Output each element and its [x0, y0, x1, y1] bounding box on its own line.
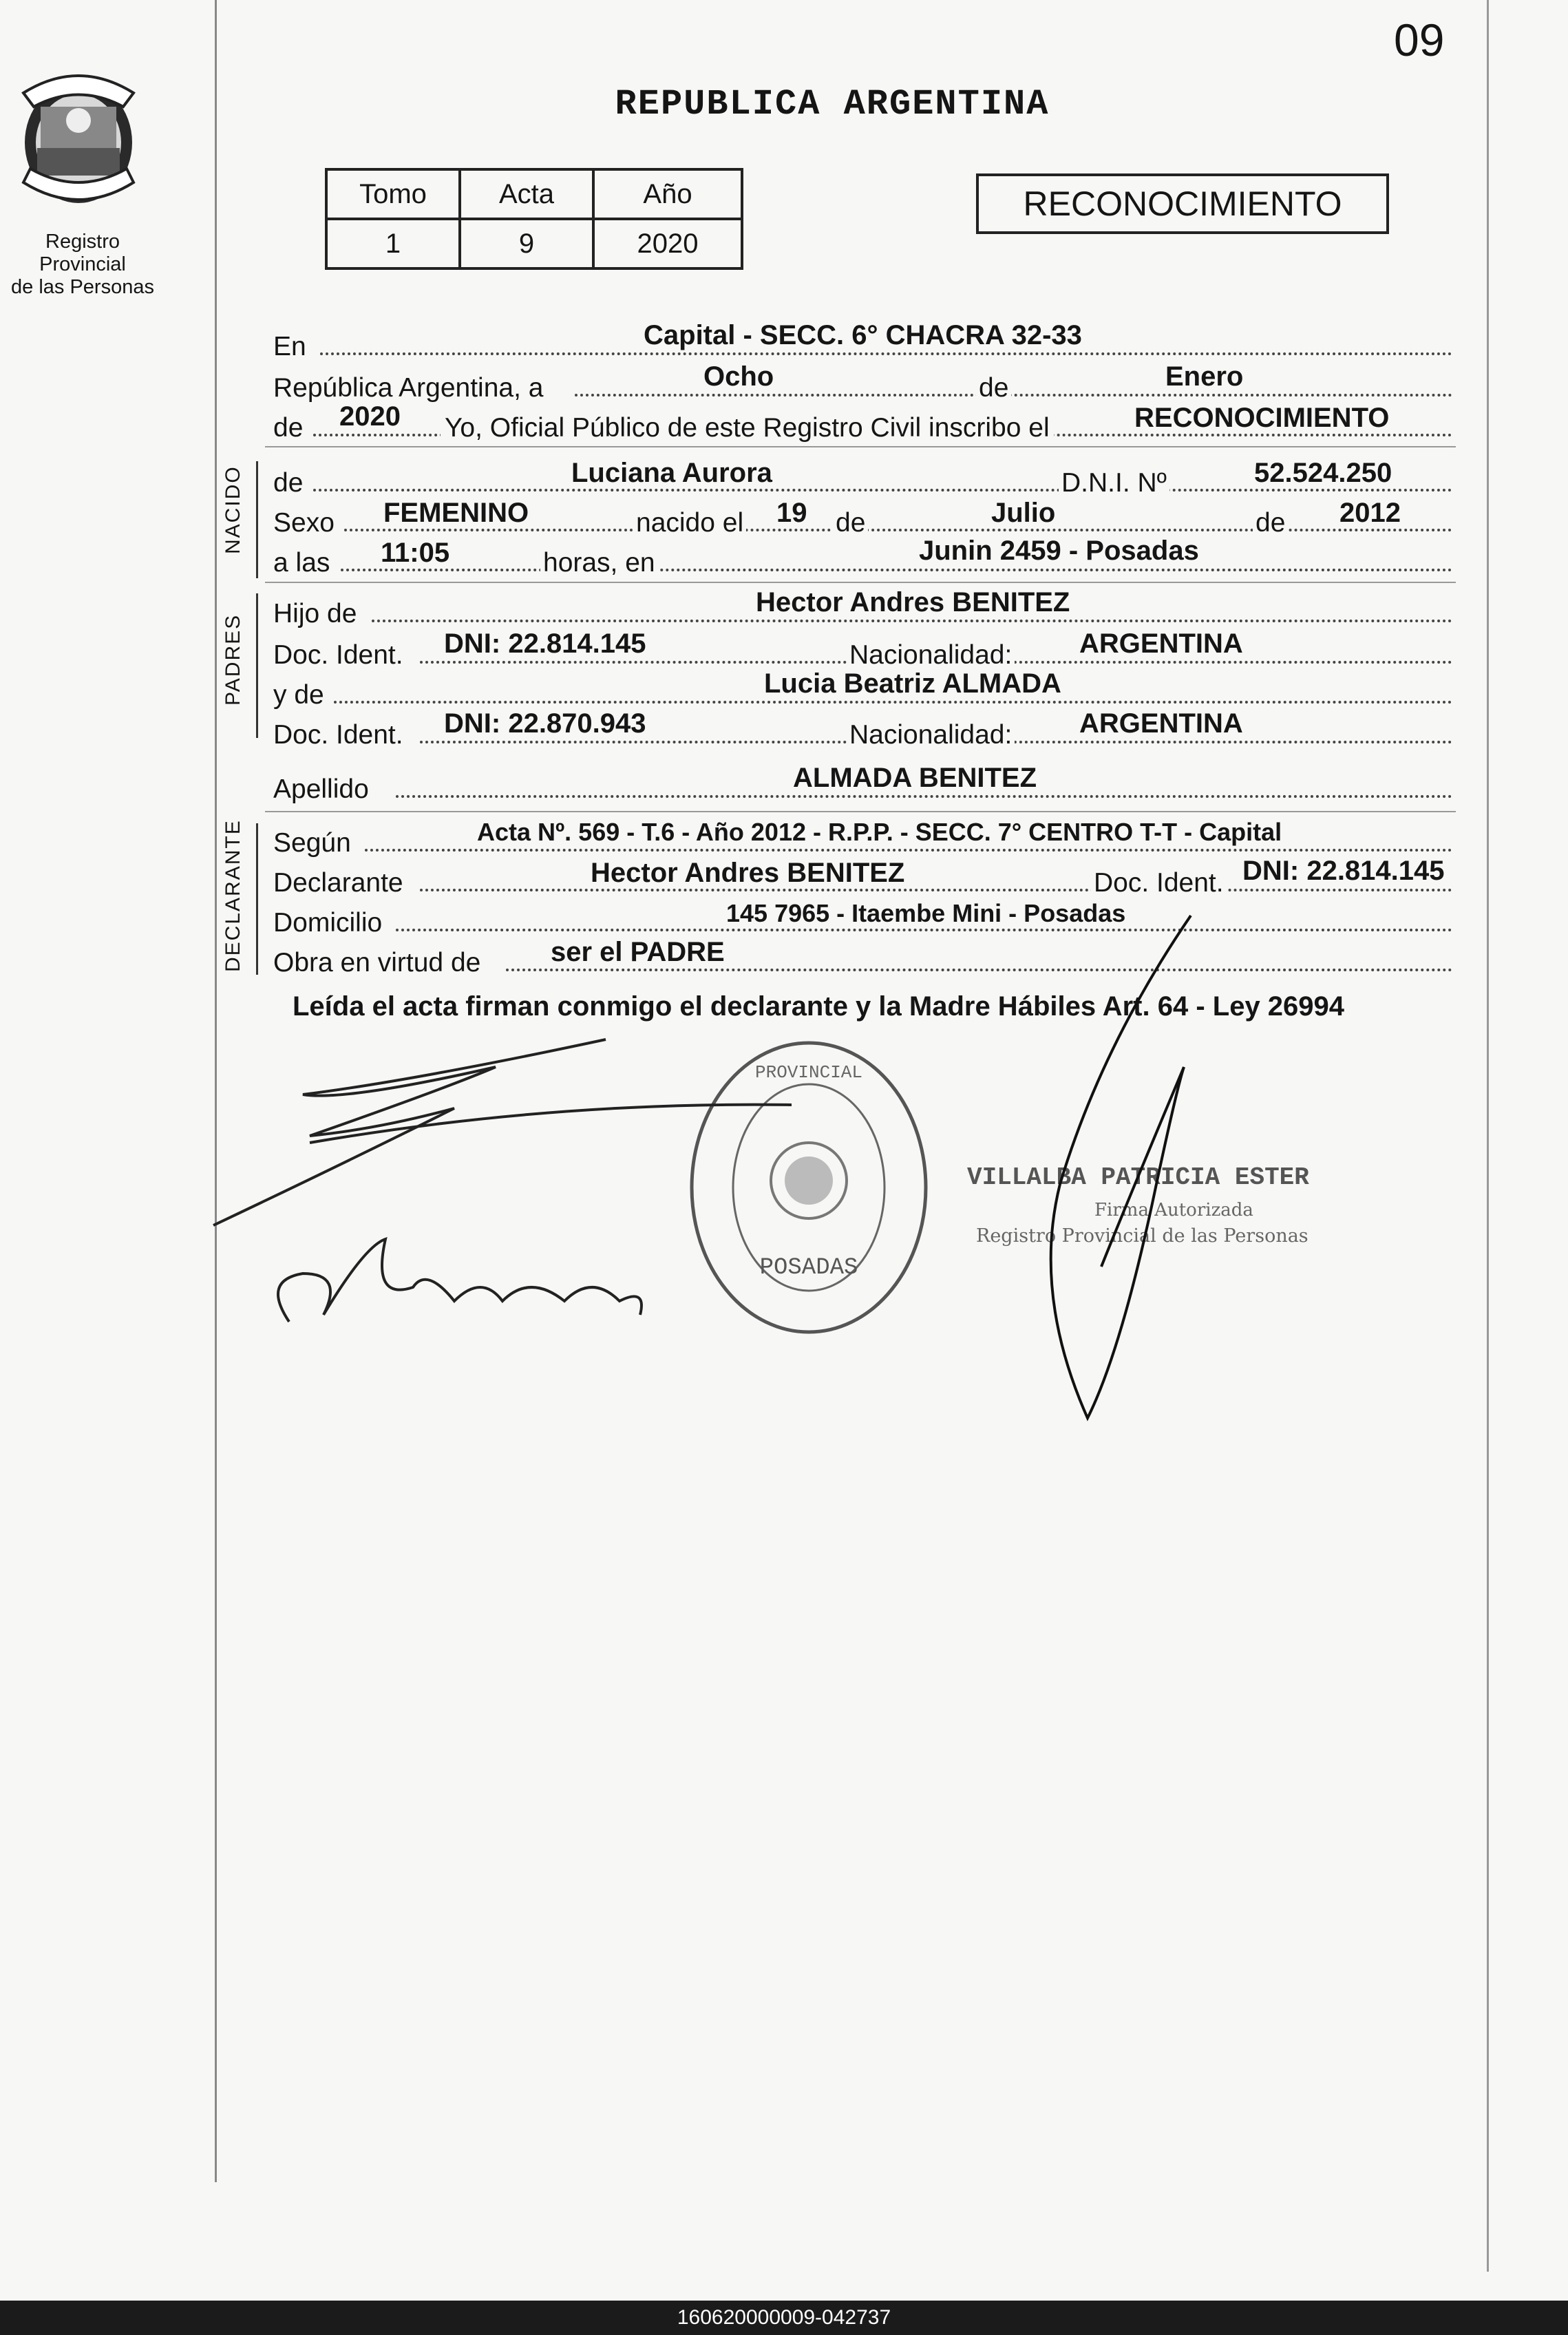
table-header-acta: Acta — [460, 169, 593, 219]
obra-value: ser el PADRE — [551, 937, 725, 967]
birth-year-value: 2012 — [1339, 498, 1401, 528]
apellido-value: ALMADA BENITEZ — [793, 763, 1037, 793]
registry-caption-line2: de las Personas — [11, 276, 154, 298]
declarante-doc-value: DNI: 22.814.145 — [1242, 856, 1445, 886]
page-number: 09 — [1394, 14, 1445, 65]
divider — [265, 446, 1456, 447]
declarante-label: Declarante — [273, 868, 406, 898]
dotted-line — [506, 969, 1452, 971]
sexo-value: FEMENINO — [383, 498, 529, 528]
closing-statement: Leída el acta firman conmigo el declarante y la Madre Hábiles Art. 64 - Ley 26994 — [293, 991, 1345, 1022]
republica-label: República Argentina, a — [273, 373, 544, 403]
mother-doc-value: DNI: 22.870.943 — [444, 708, 646, 739]
section-bar — [256, 593, 258, 738]
father-doc-label: Doc. Ident. — [273, 640, 406, 670]
yo-label: Yo, Oficial Público de este Registro Civil inscribo el — [441, 413, 1054, 443]
registry-caption — [0, 231, 165, 299]
alas-label: a las — [273, 548, 332, 578]
year-value: 2020 — [339, 401, 401, 432]
mother-nac-value: ARGENTINA — [1079, 708, 1243, 739]
record-table — [325, 168, 743, 270]
dotted-line — [396, 795, 1452, 798]
day-value: Ocho — [703, 361, 774, 392]
birth-day-value: 19 — [776, 498, 807, 528]
table-cell-ano: 2020 — [593, 219, 742, 268]
right-margin-line — [1487, 0, 1489, 2272]
father-name-value: Hector Andres BENITEZ — [756, 587, 1070, 617]
official-stamp-name: VILLALBA PATRICIA ESTER — [967, 1163, 1309, 1192]
dotted-line — [320, 352, 1452, 355]
table-cell-acta: 9 — [460, 219, 593, 268]
dotted-line — [420, 889, 1452, 891]
de-label: de — [976, 373, 1011, 403]
birth-month-value: Julio — [991, 498, 1056, 528]
mother-nac-label: Nacionalidad: — [847, 720, 1015, 750]
birth-de2-label: de — [1253, 508, 1288, 538]
act-type-box: RECONOCIMIENTO — [976, 173, 1389, 234]
dotted-line — [334, 701, 1452, 704]
father-nac-value: ARGENTINA — [1079, 628, 1243, 659]
section-bar — [256, 461, 258, 578]
table-header-ano: Año — [593, 169, 742, 219]
table-header-tomo: Tomo — [326, 169, 460, 219]
dotted-line — [575, 394, 1452, 397]
registry-caption-line1: Registro Provincial — [39, 231, 126, 275]
apellido-label: Apellido — [273, 774, 372, 805]
father-doc-value: DNI: 22.814.145 — [444, 628, 646, 659]
hour-value: 11:05 — [381, 538, 450, 568]
dotted-line — [365, 849, 1452, 852]
dni-value: 52.524.250 — [1254, 458, 1392, 488]
segun-value: Acta Nº. 569 - T.6 - Año 2012 - R.P.P. - SECC. 7° CENTRO T-T - Capital — [477, 818, 1282, 846]
official-stamp-line3: Registro Provincial de las Personas — [976, 1225, 1309, 1247]
horas-label: horas, en — [540, 548, 658, 578]
mother-name-value: Lucia Beatriz ALMADA — [764, 668, 1061, 699]
en-value: Capital - SECC. 6° CHACRA 32-33 — [644, 320, 1082, 350]
page-title: REPUBLICA ARGENTINA — [615, 84, 1050, 125]
month-value: Enero — [1165, 361, 1244, 392]
father-nac-label: Nacionalidad: — [847, 640, 1015, 670]
section-bar — [256, 823, 258, 975]
declarante-doc-label: Doc. Ident. — [1091, 868, 1227, 898]
divider — [265, 582, 1456, 583]
y-de-label: y de — [273, 680, 327, 710]
domicilio-value: 145 7965 - Itaembe Mini - Posadas — [726, 899, 1126, 927]
mother-doc-label: Doc. Ident. — [273, 720, 406, 750]
nacido-section-label: NACIDO — [222, 465, 244, 554]
declarante-value: Hector Andres BENITEZ — [591, 858, 905, 888]
domicilio-label: Domicilio — [273, 908, 385, 938]
svg-text:PROVINCIAL: PROVINCIAL — [754, 1062, 863, 1083]
obra-label: Obra en virtud de — [273, 948, 483, 978]
official-stamp-line2: Firma Autorizada — [1094, 1200, 1253, 1221]
table-row — [326, 169, 742, 219]
dotted-line — [313, 489, 1452, 492]
table-cell-tomo: 1 — [326, 219, 460, 268]
footer-code: 160620000009-042737 — [0, 2301, 1568, 2335]
de2-label: de — [273, 413, 306, 443]
en-label: En — [273, 332, 306, 361]
dotted-line — [372, 620, 1452, 622]
table-row — [326, 219, 742, 268]
dotted-line — [341, 569, 1452, 571]
inscribo-value: RECONOCIMIENTO — [1134, 403, 1390, 433]
declarante-section-label: DECLARANTE — [222, 819, 244, 972]
divider — [265, 811, 1456, 812]
birth-place-value: Junin 2459 - Posadas — [919, 536, 1199, 566]
padres-section-label: PADRES — [222, 613, 244, 706]
declarant-signature-icon — [206, 1026, 826, 1342]
svg-text:POSADAS: POSADAS — [759, 1255, 858, 1281]
dotted-line — [396, 929, 1452, 931]
official-signature-icon — [1019, 909, 1225, 1432]
nacido-el-label: nacido el — [633, 508, 746, 538]
segun-label: Según — [273, 828, 354, 858]
hijo-de-label: Hijo de — [273, 599, 359, 629]
birth-de-label: de — [833, 508, 868, 538]
nacido-name-value: Luciana Aurora — [571, 458, 772, 488]
dni-label: D.N.I. Nº — [1059, 468, 1169, 498]
nacido-de-label: de — [273, 468, 304, 498]
sexo-label: Sexo — [273, 508, 337, 538]
